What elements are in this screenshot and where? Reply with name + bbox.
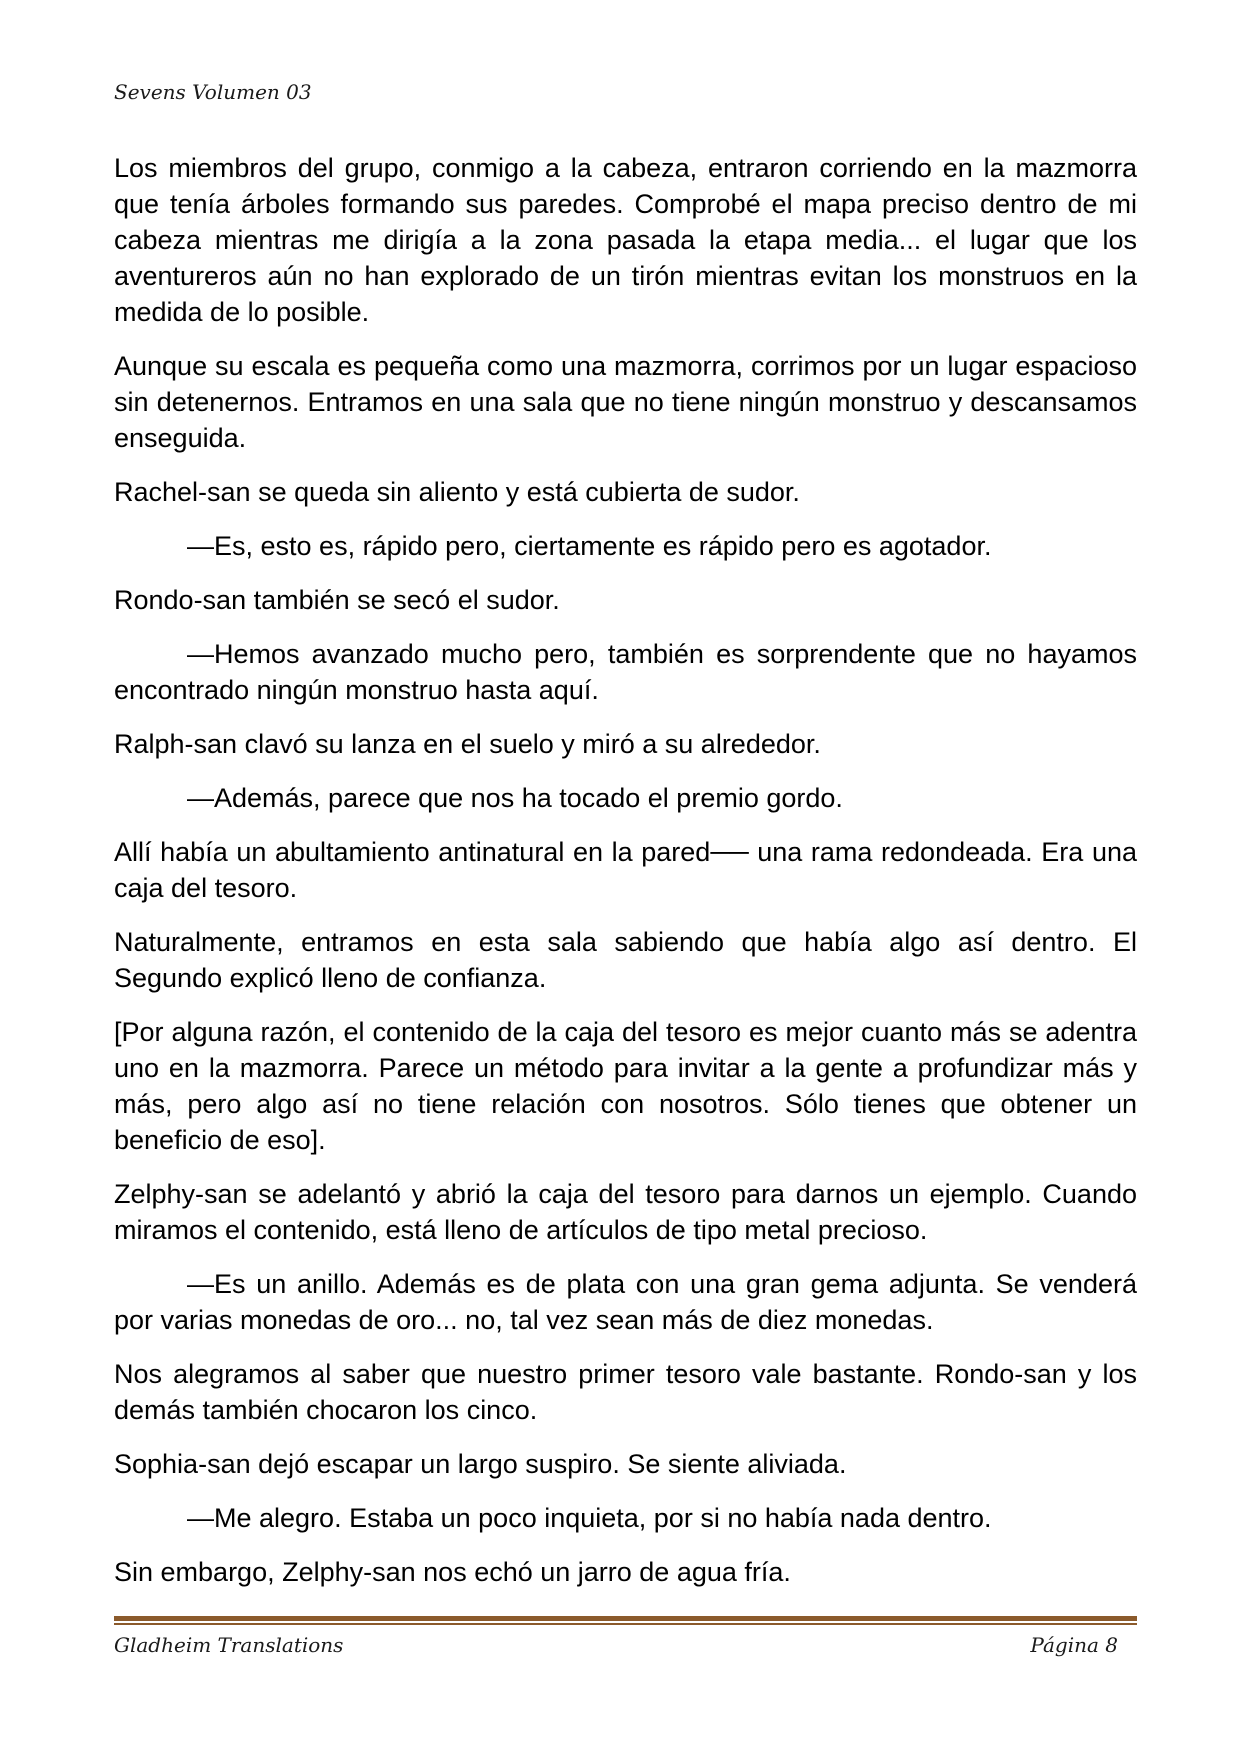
paragraph: Nos alegramos al saber que nuestro primer tesoro vale bastante. Rondo-san y los demás también chocaron los cinco.: [114, 1359, 1137, 1425]
dialogue-paragraph: —Me alegro. Estaba un poco inquieta, por si no había nada dentro.: [187, 1503, 992, 1533]
paragraph: Allí había un abultamiento antinatural en la pared── una rama redondeada. Era una caja del tesoro.: [114, 837, 1137, 903]
footer-rule-thick: [114, 1616, 1137, 1621]
paragraph: [Por alguna razón, el contenido de la caja del tesoro es mejor cuanto más se adentra uno en la mazmorra. Parece un método para invitar a la gente a profundizar más y más, pero algo así no tiene relación con nosotros. Sólo tienes que obtener un beneficio de eso].: [114, 1017, 1137, 1155]
running-header: Sevens Volumen 03: [114, 80, 312, 104]
paragraph: Rachel-san se queda sin aliento y está cubierta de sudor.: [114, 477, 800, 507]
paragraph: Los miembros del grupo, conmigo a la cabeza, entraron corriendo en la mazmorra que tenía árboles formando sus paredes. Comprobé el mapa preciso dentro de mi cabeza mientras me dirigía a la zona pasada la etapa media... el lugar que los aventureros aún no han explorado de un tirón mientras evitan los monstruos en la medida de lo posible.: [114, 153, 1137, 327]
dialogue-paragraph: —Es, esto es, rápido pero, ciertamente es rápido pero es agotador.: [187, 531, 992, 561]
page-number: Página 8: [1030, 1633, 1118, 1657]
paragraph: Aunque su escala es pequeña como una mazmorra, corrimos por un lugar espacioso sin detenernos. Entramos en una sala que no tiene ningún monstruo y descansamos enseguida.: [114, 351, 1137, 453]
paragraph: Ralph-san clavó su lanza en el suelo y miró a su alrededor.: [114, 729, 821, 759]
footer-publisher: Gladheim Translations: [114, 1633, 344, 1657]
paragraph: Rondo-san también se secó el sudor.: [114, 585, 560, 615]
paragraph: Zelphy-san se adelantó y abrió la caja del tesoro para darnos un ejemplo. Cuando miramos el contenido, está lleno de artículos de tipo metal precioso.: [114, 1179, 1137, 1245]
footer-rule-thin: [114, 1623, 1137, 1625]
footer-rule: [114, 1616, 1137, 1625]
body-text: [114, 150, 1137, 1608]
paragraph: Sophia-san dejó escapar un largo suspiro. Se siente aliviada.: [114, 1449, 847, 1479]
paragraph: Naturalmente, entramos en esta sala sabiendo que había algo así dentro. El Segundo explicó lleno de confianza.: [114, 927, 1137, 993]
dialogue-paragraph: —Es un anillo. Además es de plata con una gran gema adjunta. Se venderá por varias monedas de oro... no, tal vez sean más de diez monedas.: [114, 1269, 1137, 1335]
paragraph: Sin embargo, Zelphy-san nos echó un jarro de agua fría.: [114, 1557, 791, 1587]
dialogue-paragraph: —Hemos avanzado mucho pero, también es sorprendente que no hayamos encontrado ningún monstruo hasta aquí.: [114, 639, 1137, 705]
dialogue-paragraph: —Además, parece que nos ha tocado el premio gordo.: [187, 783, 843, 813]
